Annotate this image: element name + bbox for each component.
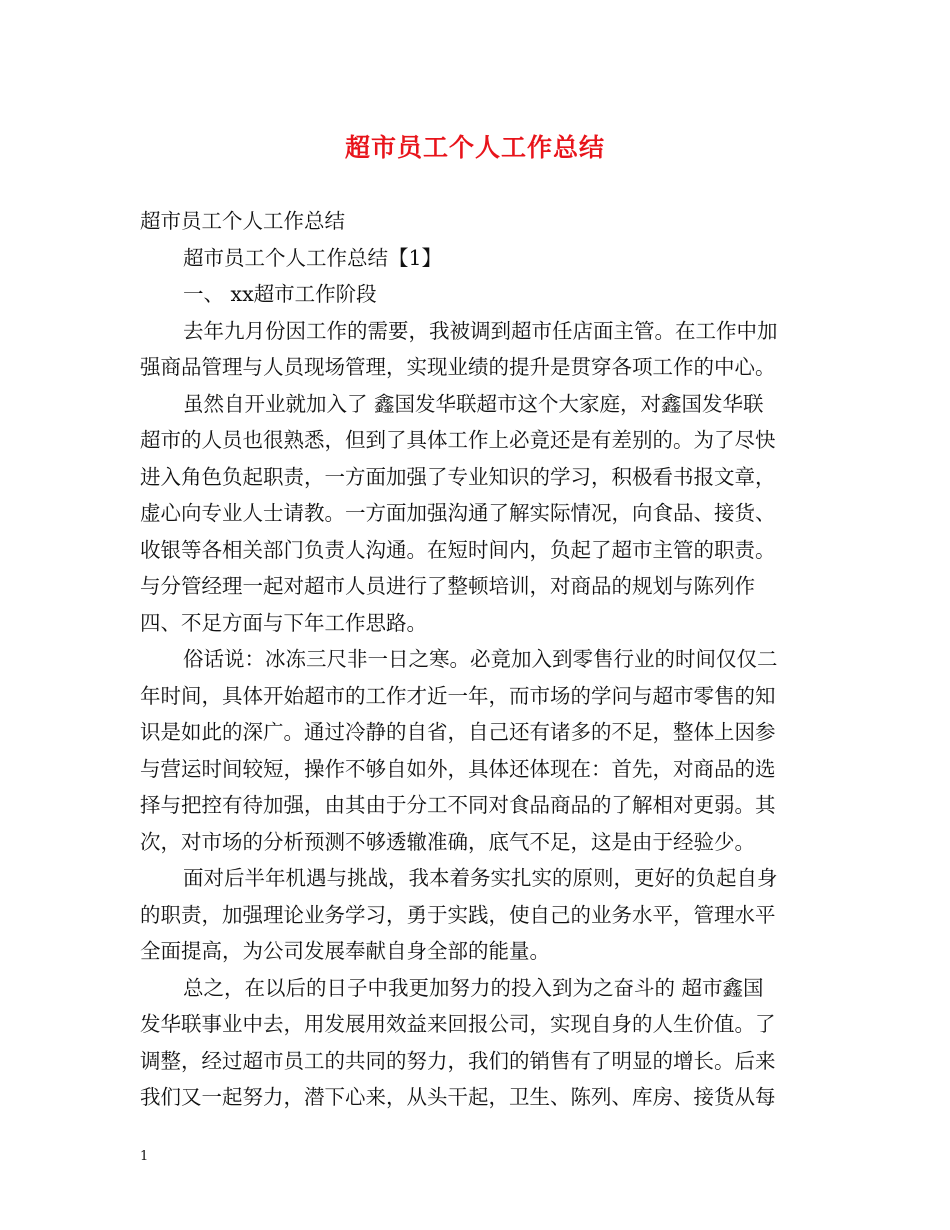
paragraph-line: 发华联事业中去，用发展用效益来回报公司，实现自身的人生价值。了: [140, 1012, 776, 1036]
paragraph-line: 虚心向专业人士请教。一方面加强沟通了解实际情况，向食品、接货、: [140, 501, 776, 525]
paragraph-line: 我们又一起努力，潜下心来，从头干起，卫生、陈列、库房、接货从每: [140, 1085, 776, 1109]
paragraph-line: 与营运时间较短，操作不够自如外，具体还体现在：首先，对商品的选: [140, 756, 776, 781]
paragraph-line: 识是如此的深广。通过冷静的自省，自己还有诸多的不足，整体上因参: [140, 720, 776, 744]
heading: 超市员工个人工作总结: [140, 209, 345, 233]
subheading: 超市员工个人工作总结【1】: [183, 245, 443, 270]
document-body: [140, 203, 820, 1116]
paragraph-line: 强商品管理与人员现场管理，实现业绩的提升是贯穿各项工作的中心。: [140, 355, 776, 379]
paragraph-line: 调整，经过超市员工的共同的努力，我们的销售有了明显的增长。后来: [140, 1048, 776, 1073]
paragraph-line: 全面提高，为公司发展奉献自身全部的能量。: [140, 939, 550, 963]
paragraph-line: 择与把控有待加强，由其由于分工不同对食品商品的了解相对更弱。其: [140, 793, 776, 817]
page-number: 1: [140, 1149, 149, 1164]
paragraph-line: 俗话说：冰冻三尺非一日之寒。必竟加入到零售行业的时间仅仅二: [183, 647, 778, 671]
document-title: 超市员工个人工作总结: [344, 133, 605, 162]
paragraph-line: 与分管经理一起对超市人员进行了整顿培训，对商品的规划与陈列作: [140, 574, 755, 598]
paragraph-line: 四、不足方面与下年工作思路。: [140, 610, 427, 635]
paragraph-line: 收银等各相关部门负责人沟通。在短时间内，负起了超市主管的职责。: [140, 537, 776, 562]
section-heading: 一、 xx超市工作阶段: [183, 282, 377, 306]
paragraph-line: 的职责，加强理论业务学习，勇于实践，使自己的业务水平，管理水平: [140, 902, 776, 927]
paragraph-line: 超市的人员也很熟悉，但到了具体工作上必竟还是有差别的。为了尽快: [140, 428, 776, 452]
paragraph-line: 虽然自开业就加入了 鑫国发华联超市这个大家庭，对鑫国发华联: [183, 391, 764, 416]
paragraph-line: 年时间，具体开始超市的工作才近一年，而市场的学问与超市零售的知: [140, 683, 776, 708]
paragraph-line: 总之，在以后的日子中我更加努力的投入到为之奋斗的 超市鑫国: [183, 975, 764, 1000]
paragraph-line: 去年九月份因工作的需要，我被调到超市任店面主管。在工作中加: [183, 318, 778, 343]
paragraph-line: 次，对市场的分析预测不够透辙准确，底气不足，这是由于经验少。: [140, 829, 755, 854]
paragraph-line: 面对后半年机遇与挑战，我本着务实扎实的原则，更好的负起自身: [183, 866, 778, 890]
paragraph-line: 进入角色负起职责，一方面加强了专业知识的学习，积极看书报文章，: [140, 464, 776, 489]
